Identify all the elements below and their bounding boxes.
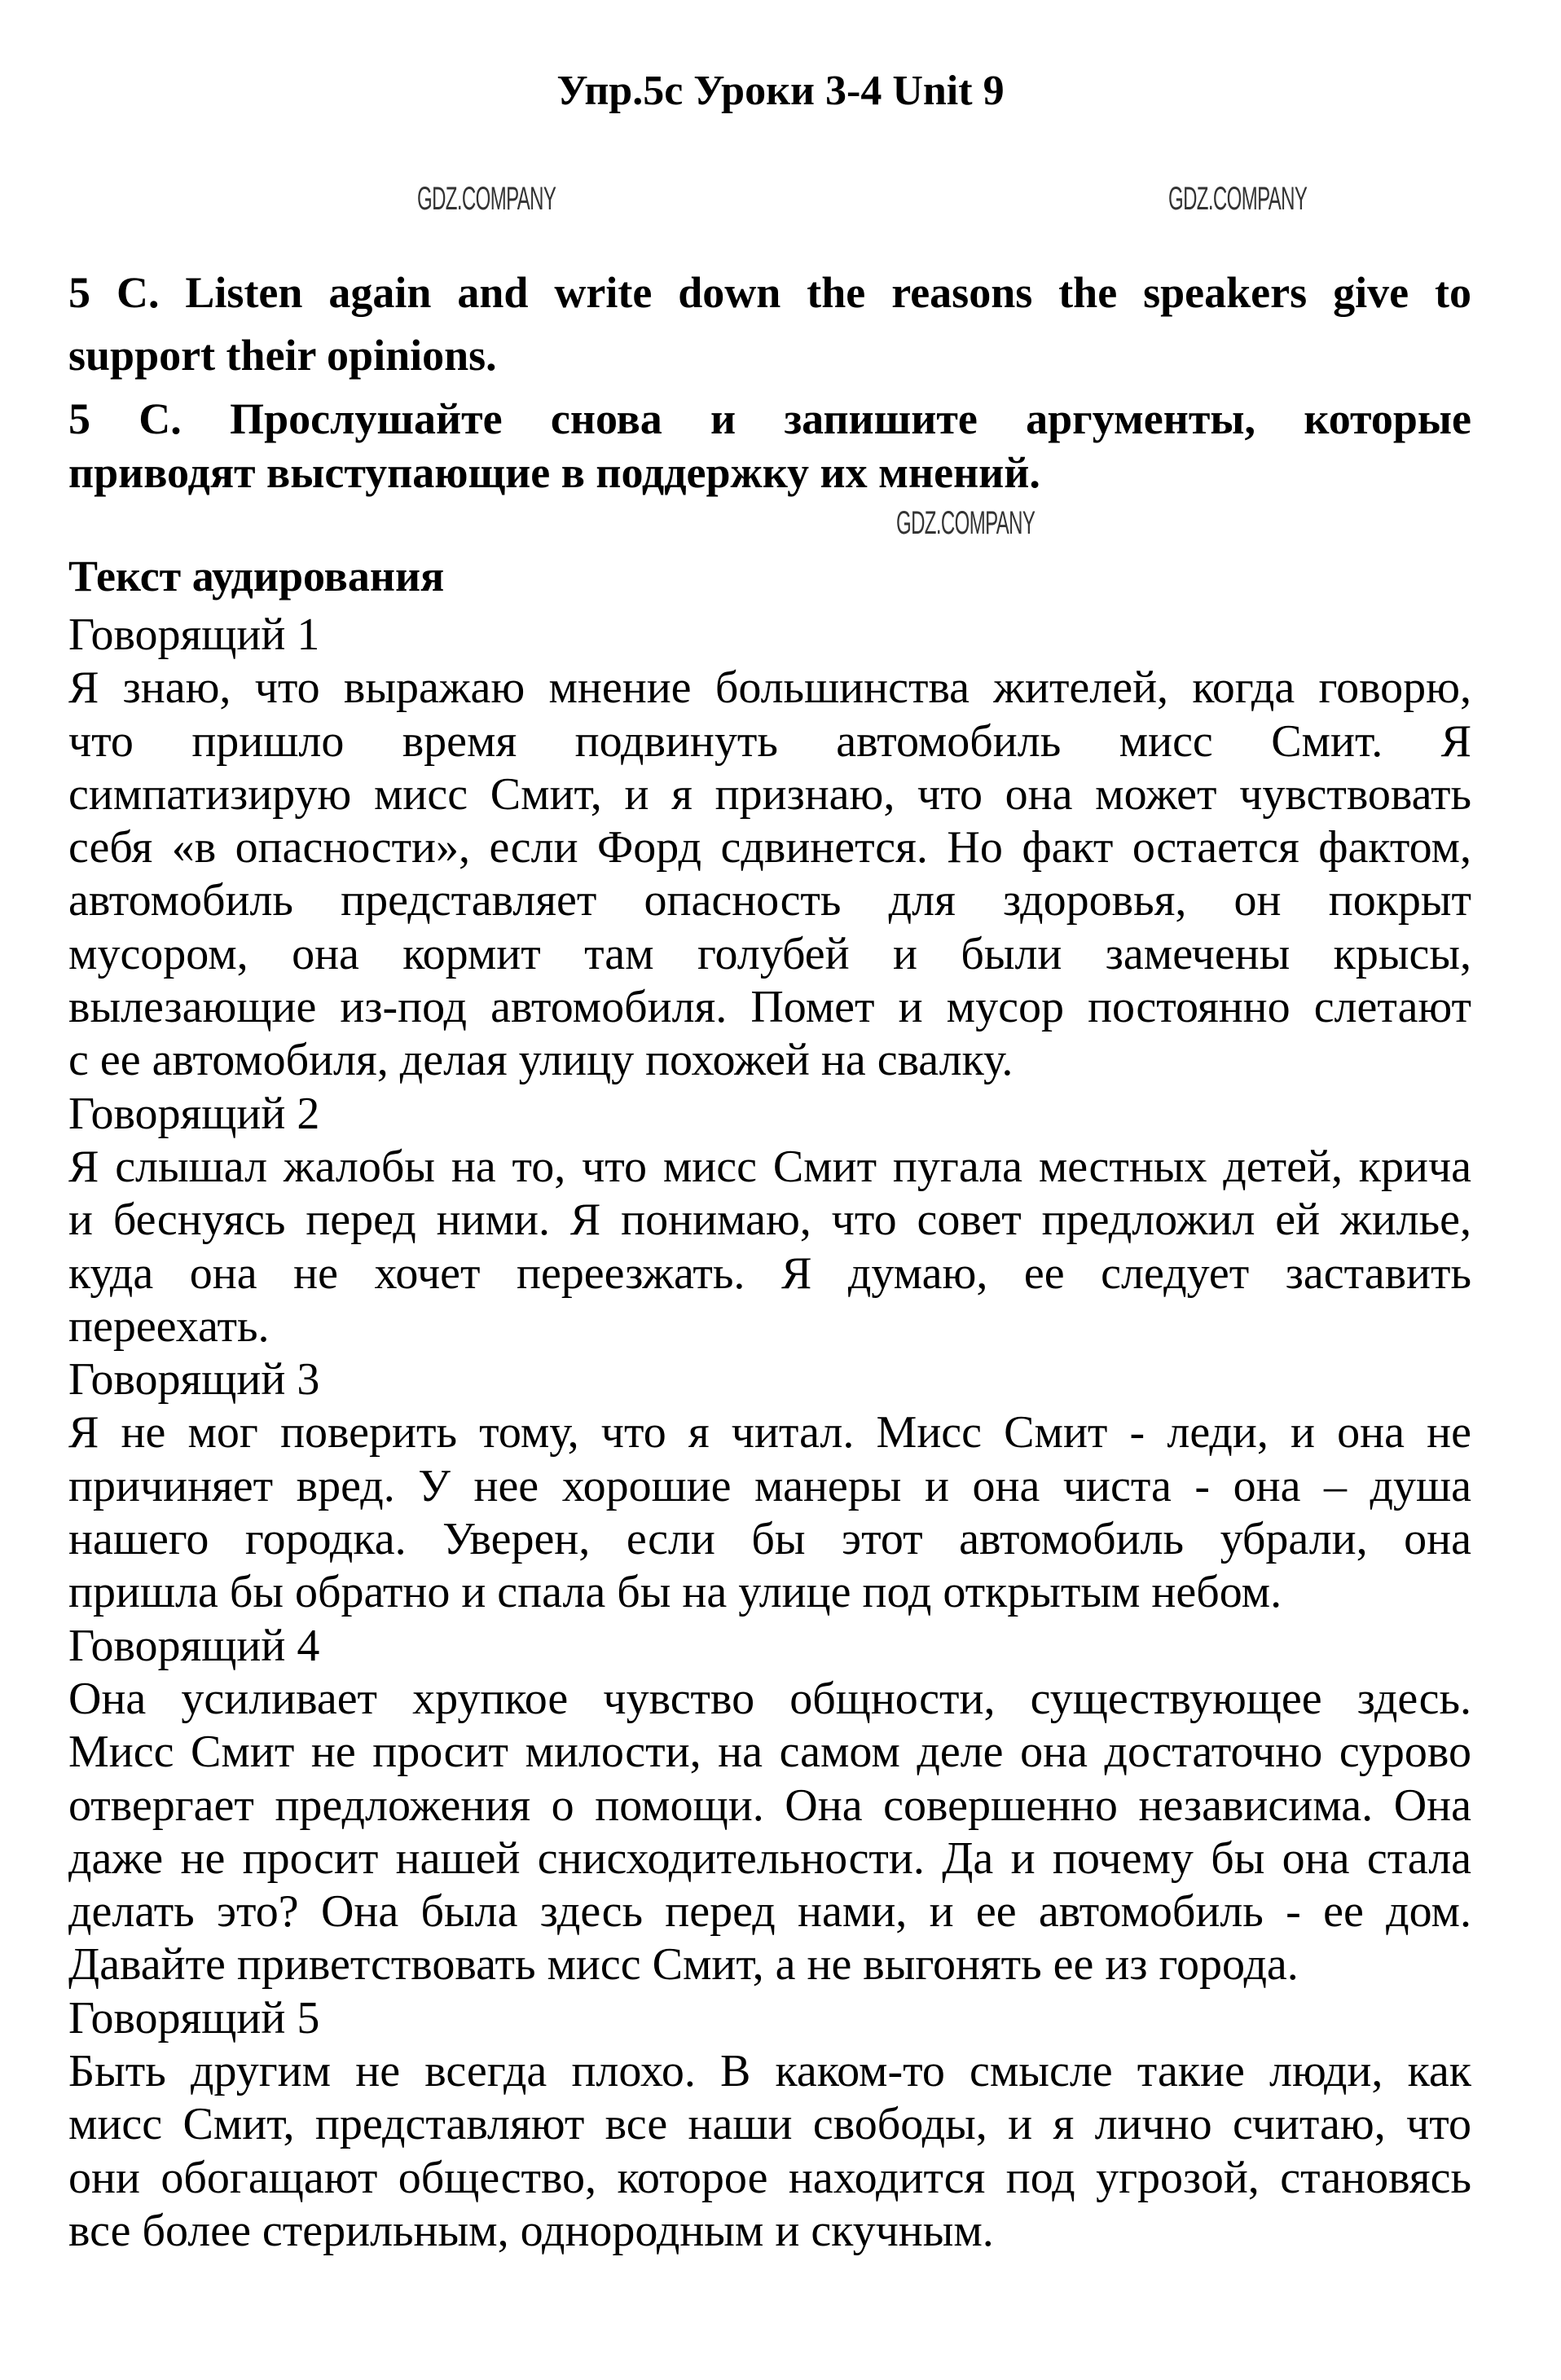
watermark: GDZ.COMPANY [1168, 181, 1308, 217]
speaker-text-line: автомобиль представляет опасность для здоровья, он покрыт [68, 875, 1471, 926]
speaker-text-line: симпатизирую мисс Смит, и я признаю, что она может чувствовать [68, 768, 1471, 820]
task-ru-line: приводят выступающие в поддержку их мнений. [68, 448, 1040, 497]
speaker-label: Говорящий 1 [68, 609, 320, 660]
task-russian [68, 392, 1471, 499]
task-english [68, 262, 1471, 387]
speaker-text-line: Мисс Смит не просит милости, на самом деле она достаточно сурово [68, 1727, 1471, 1778]
speaker-text-line: что пришло время подвинуть автомобиль мисс Смит. Я [68, 715, 1471, 767]
speaker-text-line: даже не просит нашей снисходительности. Да и почему бы она стала [68, 1832, 1471, 1884]
speaker-text-line: переехать. [68, 1300, 270, 1352]
speaker-text-line: Я не мог поверить тому, что я читал. Мисс Смит - леди, и она не [68, 1407, 1471, 1458]
speaker-text-line: Я слышал жалобы на то, что мисс Смит пугала местных детей, крича [68, 1141, 1471, 1192]
speaker-label: Говорящий 3 [68, 1354, 320, 1406]
speaker-text-line: причиняет вред. У нее хорошие манеры и она чиста - она – душа [68, 1460, 1471, 1511]
speaker-text-line: делать это? Она была здесь перед нами, и ее автомобиль - ее дом. [68, 1886, 1471, 1938]
speaker-text-line: и беснуясь перед ними. Я понимаю, что совет предложил ей жилье, [68, 1194, 1471, 1246]
speaker-text-line: вылезающие из-под автомобиля. Помет и мусор постоянно слетают [68, 982, 1471, 1033]
speaker-text-line: отвергает предложения о помощи. Она совершенно независима. Она [68, 1780, 1471, 1831]
speaker-text-line: они обогащают общество, которое находится под угрозой, становясь [68, 2152, 1471, 2203]
speaker-text-line: мусором, она кормит там голубей и были замечены крысы, [68, 928, 1471, 979]
speaker-text-line: Она усиливает хрупкое чувство общности, существующее здесь. [68, 1673, 1471, 1724]
speaker-label: Говорящий 4 [68, 1620, 320, 1671]
speaker-text-line: мисс Смит, представляют все наши свободы, и я лично считаю, что [68, 2099, 1471, 2150]
page-title: Упр.5с Уроки 3-4 Unit 9 [556, 68, 1005, 114]
speaker-text-line: Давайте приветствовать мисс Смит, а не выгонять ее из города. [68, 1939, 1299, 1991]
speaker-text-line: нашего городка. Уверен, если бы этот автомобиль убрали, она [68, 1514, 1471, 1565]
speaker-text-line: Быть другим не всегда плохо. В каком-то смысле такие люди, как [68, 2046, 1471, 2097]
speaker-text-line: пришла бы обратно и спала бы на улице под открытым небом. [68, 1567, 1282, 1618]
speaker-text-line: себя «в опасности», если Форд сдвинется. Но факт остается фактом, [68, 822, 1471, 873]
task-ru-line: 5 С. Прослушайте снова и запишите аргументы, которые [68, 394, 1471, 443]
watermark: GDZ.COMPANY [417, 181, 556, 217]
section-heading: Текст аудирования [68, 552, 445, 600]
task-en-line: support their opinions. [68, 331, 497, 380]
speaker-text-line: с ее автомобиля, делая улицу похожей на свалку. [68, 1035, 1014, 1086]
speaker-text-line: Я знаю, что выражаю мнение большинства жителей, когда говорю, [68, 662, 1471, 714]
watermark: GDZ.COMPANY [896, 505, 1036, 541]
speaker-label: Говорящий 5 [68, 1992, 320, 2043]
transcript [68, 609, 1471, 2258]
speaker-label: Говорящий 2 [68, 1088, 320, 1139]
speaker-text-line: все более стерильным, однородным и скучным. [68, 2205, 994, 2256]
speaker-text-line: куда она не хочет переезжать. Я думаю, ее следует заставить [68, 1247, 1471, 1299]
task-en-line: 5 C. Listen again and write down the reasons the speakers give to [68, 268, 1471, 317]
